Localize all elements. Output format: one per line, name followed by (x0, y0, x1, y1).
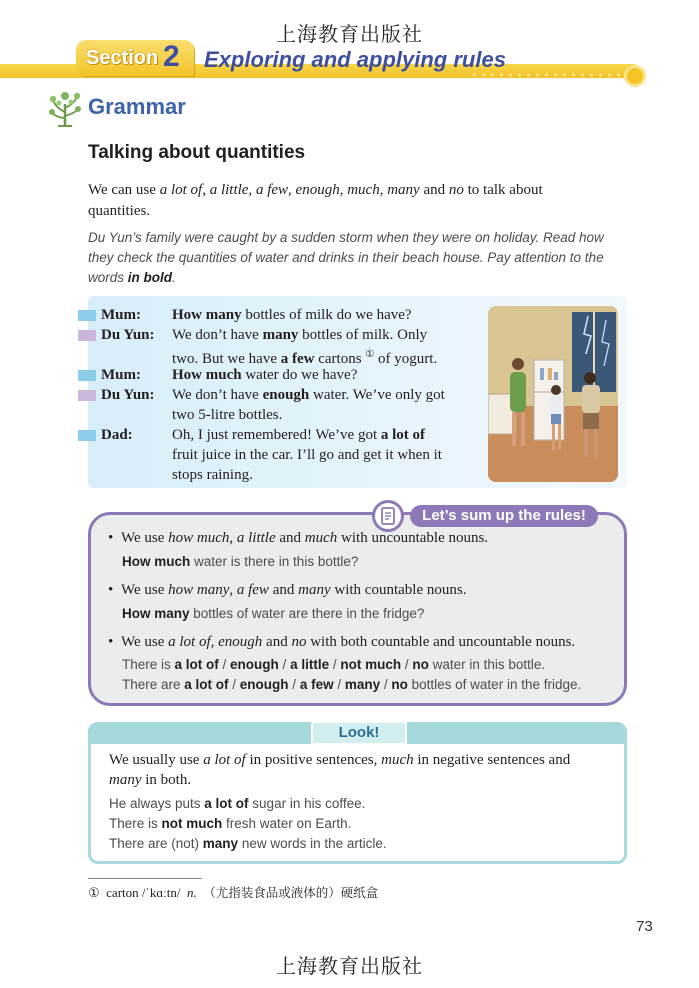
look-text: We usually use a lot of in positive sentences, much in negative sentences and many in both. (109, 752, 571, 788)
rules-tab-label: Let’s sum up the rules! (410, 505, 598, 527)
tree-icon (46, 88, 84, 128)
look-example: There is not much fresh water on Earth. (109, 816, 352, 831)
bullet: • (108, 634, 114, 650)
subtopic-title: Talking about quantities (88, 142, 306, 163)
section-number: 2 (163, 40, 180, 73)
speaker-name: Du Yun: (101, 387, 155, 403)
look-label: Look! (311, 721, 407, 745)
speaker-name: Mum: (101, 307, 141, 323)
footnote: ① carton /ˈkɑːtn/ n. （尤指装食品或液体的）硬纸盒 (88, 885, 379, 900)
dialogue-text: We don’t have many bottles of milk. Only two. But we have a few cartons ① of yogurt. (172, 327, 438, 367)
section-title: Exploring and applying rules (204, 47, 506, 72)
dialogue-text: We don’t have enough water. We’ve only got two 5-litre bottles. (172, 387, 445, 423)
page-number: 73 (636, 918, 653, 935)
speaker-marker (78, 330, 96, 341)
publisher-header: 上海教育出版社 (276, 22, 423, 46)
speaker-marker (78, 430, 96, 441)
publisher-footer: 上海教育出版社 (276, 954, 423, 978)
look-example: He always puts a lot of sugar in his coffee. (109, 796, 366, 811)
rule-text: We use a lot of, enough and no with both countable and uncountable nouns. (121, 634, 576, 650)
grammar-title: Grammar (88, 94, 186, 119)
rule-example: How many bottles of water are there in the fridge? (122, 606, 425, 621)
rule-text: We use how much, a little and much with uncountable nouns. (121, 530, 489, 546)
reading-instruction: Du Yun’s family were caught by a sudden storm when they were on holiday. Read how they check the quantities of water and drinks in their beach house. Pay attention to the words in bold. (88, 230, 604, 285)
rule-example: There are a lot of / enough / a few / many / no bottles of water in the fridge. (122, 677, 582, 692)
footnote-divider (88, 878, 202, 879)
dialogue-text: How much water do we have? (172, 367, 358, 383)
dialogue-text: Oh, I just remembered! We’ve got a lot of fruit juice in the car. I’ll go and get it when it stops raining. (172, 427, 442, 483)
bullet: • (108, 530, 114, 546)
band-end-dot (627, 68, 643, 84)
look-example: There are (not) many new words in the article. (109, 836, 387, 851)
rule-text: We use how many, a few and many with countable nouns. (121, 582, 467, 598)
rule-example: There is a lot of / enough / a little / not much / no water in this bottle. (122, 657, 546, 672)
speaker-marker (78, 310, 96, 321)
bullet: • (108, 582, 114, 598)
speaker-name: Mum: (101, 367, 141, 383)
speaker-name: Du Yun: (101, 327, 155, 343)
dialogue-text: How many bottles of milk do we have? (172, 307, 412, 323)
family-kitchen-illustration (488, 306, 618, 482)
intro-paragraph: We can use a lot of, a little, a few, enough, much, many and no to talk about quantities. (88, 182, 543, 219)
speaker-marker (78, 370, 96, 381)
rule-example: How much water is there in this bottle? (122, 554, 359, 569)
speaker-marker (78, 390, 96, 401)
speaker-name: Dad: (101, 427, 133, 443)
section-word: Section (86, 47, 159, 69)
